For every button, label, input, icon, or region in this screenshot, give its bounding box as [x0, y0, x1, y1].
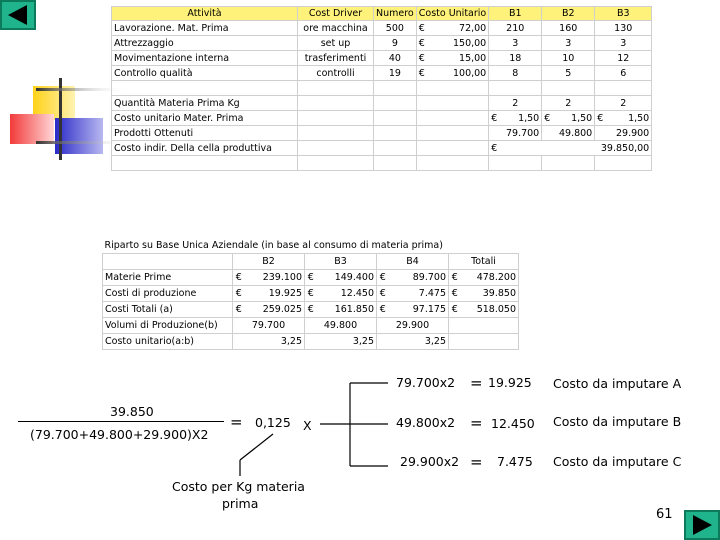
cell-value: 7.475	[389, 286, 449, 302]
outcome-value-a: 19.925	[488, 375, 532, 390]
cell-value: 79.700	[233, 318, 305, 334]
times-sign: X	[303, 418, 312, 433]
currency-symbol: €	[491, 142, 498, 154]
cell-b1: 210	[489, 21, 542, 36]
fraction-denominator: (79.700+49.800+29.900)X2	[30, 427, 209, 442]
currency-symbol: €	[377, 286, 389, 302]
currency-symbol: €	[418, 37, 425, 49]
driver-count: 500	[374, 21, 417, 36]
currency-symbol: €	[305, 286, 317, 302]
cell-b3: 2	[595, 96, 652, 111]
cost-per-kg-note: Costo per Kg materia	[172, 479, 305, 494]
unit-cost-value: 1,50	[571, 112, 593, 124]
col-header: Numero	[374, 7, 417, 21]
cell-value: 3,25	[233, 334, 305, 350]
currency-symbol: €	[418, 22, 425, 34]
unit-cost-value: 1,50	[628, 112, 650, 124]
row-label: Costo unitario Mater. Prima	[112, 111, 298, 126]
cell-value: 161.850	[317, 302, 377, 318]
cell-b3: 6	[595, 66, 652, 81]
cost-driver: controlli	[298, 66, 374, 81]
row-label: Volumi di Produzione(b)	[103, 318, 233, 334]
currency-symbol: €	[418, 67, 425, 79]
col-header: Totali	[449, 254, 519, 270]
cell-b1: 18	[489, 51, 542, 66]
cell-value: 39.850	[461, 286, 519, 302]
currency-symbol: €	[377, 270, 389, 286]
cell-value: 518.050	[461, 302, 519, 318]
cell-value: 19.925	[245, 286, 305, 302]
outcome-eq-a: =	[470, 374, 483, 392]
cell-value: 12.450	[317, 286, 377, 302]
row-label: Materie Prime	[103, 270, 233, 286]
row-label: Costo indir. Della cella produttiva	[112, 141, 298, 156]
currency-symbol: €	[305, 270, 317, 286]
outcome-label-a: Costo da imputare A	[553, 376, 682, 391]
cell-value: 239.100	[245, 270, 305, 286]
cell-b1: 8	[489, 66, 542, 81]
cell-b1: 2	[489, 96, 542, 111]
driver-count: 9	[374, 36, 417, 51]
cost-driver: ore macchina	[298, 21, 374, 36]
outcome-value-b: 12.450	[491, 416, 535, 431]
col-header: B2	[233, 254, 305, 270]
col-header: Attività	[112, 7, 298, 21]
cell-b2: 49.800	[542, 126, 595, 141]
cell-value: 259.025	[245, 302, 305, 318]
unit-cost-value: 150,00	[452, 37, 487, 49]
cell-b1: 79.700	[489, 126, 542, 141]
cost-driver: trasferimenti	[298, 51, 374, 66]
currency-symbol: €	[305, 302, 317, 318]
cell-value: 3,25	[377, 334, 449, 350]
currency-symbol: €	[491, 112, 498, 124]
row-label: Controllo qualità	[112, 66, 298, 81]
cell-b2: 5	[542, 66, 595, 81]
unit-cost-value: 100,00	[452, 67, 487, 79]
cell-b1: 3	[489, 36, 542, 51]
unit-cost-value: 15,00	[459, 52, 487, 64]
row-label: Lavorazione. Mat. Prima	[112, 21, 298, 36]
unit-cost-value: 1,50	[518, 112, 540, 124]
cell-value: 478.200	[461, 270, 519, 286]
col-header: B2	[542, 7, 595, 21]
fraction-numerator: 39.850	[110, 404, 154, 419]
driver-count: 19	[374, 66, 417, 81]
cell-value: 97.175	[389, 302, 449, 318]
row-label: Prodotti Ottenuti	[112, 126, 298, 141]
table-title: Riparto su Base Unica Aziendale (in base al consumo di materia prima)	[103, 238, 519, 254]
outcome-expr-b: 49.800x2	[396, 415, 456, 430]
row-label: Costi Totali (a)	[103, 302, 233, 318]
currency-symbol: €	[449, 270, 461, 286]
cost-driver: set up	[298, 36, 374, 51]
currency-symbol: €	[449, 286, 461, 302]
row-label: Attrezzaggio	[112, 36, 298, 51]
currency-symbol: €	[377, 302, 389, 318]
cost-per-kg-note-2: prima	[222, 496, 259, 511]
outcome-eq-b: =	[470, 414, 483, 432]
cell-b3: 130	[595, 21, 652, 36]
currency-symbol: €	[597, 112, 604, 124]
equals-sign: =	[230, 413, 243, 431]
outcome-value-c: 7.475	[497, 454, 533, 469]
outcome-label-c: Costo da imputare C	[553, 454, 682, 469]
cell-value: 29.900	[377, 318, 449, 334]
outcome-label-b: Costo da imputare B	[553, 414, 682, 429]
col-header: Costo Unitario	[416, 7, 488, 21]
col-header: B3	[305, 254, 377, 270]
page-number: 61	[656, 507, 673, 522]
cell-value: 49.800	[305, 318, 377, 334]
row-label: Quantità Materia Prima Kg	[112, 96, 298, 111]
cell-value: 89.700	[389, 270, 449, 286]
col-header: B1	[489, 7, 542, 21]
cell-value: 3,25	[305, 334, 377, 350]
currency-symbol: €	[418, 52, 425, 64]
col-header: B3	[595, 7, 652, 21]
cell-b2: 10	[542, 51, 595, 66]
row-label: Movimentazione interna	[112, 51, 298, 66]
cell-b3: 12	[595, 51, 652, 66]
row-label: Costo unitario(a:b)	[103, 334, 233, 350]
cell-b3: 29.900	[595, 126, 652, 141]
cell-b2: 2	[542, 96, 595, 111]
currency-symbol: €	[449, 302, 461, 318]
cell-value: 149.400	[317, 270, 377, 286]
row-label: Costi di produzione	[103, 286, 233, 302]
indirect-cost-value: 39.850,00	[600, 142, 650, 154]
col-header: Cost Driver	[298, 7, 374, 21]
result-value: 0,125	[255, 415, 291, 430]
currency-symbol: €	[233, 286, 245, 302]
outcome-expr-a: 79.700x2	[396, 375, 456, 390]
cell-b3: 3	[595, 36, 652, 51]
cell-b2: 160	[542, 21, 595, 36]
outcome-eq-c: =	[470, 453, 483, 471]
col-header: B4	[377, 254, 449, 270]
cell-b2: 3	[542, 36, 595, 51]
unit-cost-value: 72,00	[459, 22, 487, 34]
driver-count: 40	[374, 51, 417, 66]
currency-symbol: €	[233, 302, 245, 318]
currency-symbol: €	[544, 112, 551, 124]
currency-symbol: €	[233, 270, 245, 286]
outcome-expr-c: 29.900x2	[400, 454, 460, 469]
